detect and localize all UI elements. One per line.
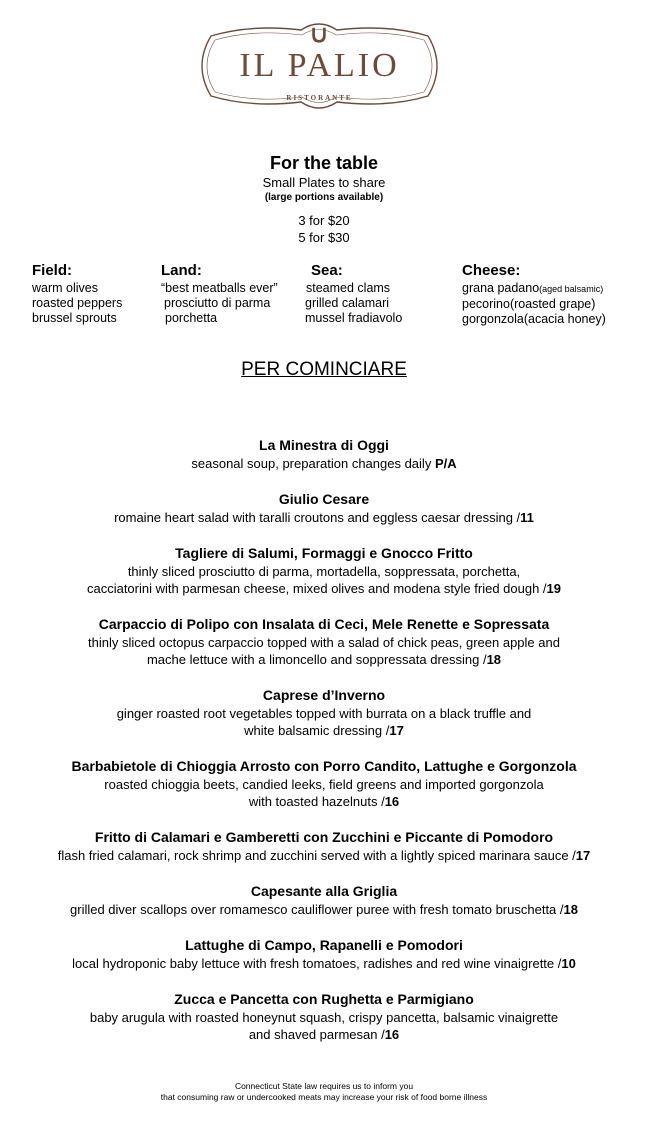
dish-item	[0, 757, 648, 810]
dish-description: local hydroponic baby lettuce with fresh tomatoes, radishes and red wine vinaigrette /10	[72, 956, 576, 971]
column-sea	[305, 262, 402, 326]
section-title: PER COMINCIARE	[241, 359, 407, 380]
legal-notice-line: that consuming raw or undercooked meats may increase your risk of food borne illness	[160, 1092, 488, 1102]
dish-name: Lattughe di Campo, Rapanelli e Pomodori	[185, 937, 463, 953]
price-option-2: 5 for $30	[298, 230, 350, 245]
horseshoe-icon	[310, 26, 328, 44]
dish-price: 18	[563, 902, 578, 917]
column-heading: Sea:	[311, 262, 343, 279]
list-item: mussel fradiavolo	[305, 311, 403, 325]
column-heading: Cheese:	[462, 262, 521, 279]
list-item: pecorino(roasted grape)	[462, 297, 596, 311]
dish-description: with toasted hazelnuts /16	[248, 794, 400, 809]
dish-list	[0, 436, 648, 1043]
dish-description: grilled diver scallops over romamesco cauliflower puree with fresh tomato bruschetta /18	[70, 902, 578, 917]
column-heading: Field:	[32, 262, 72, 279]
dish-name: La Minestra di Oggi	[259, 437, 389, 453]
dish-name: Barbabietole di Chioggia Arrosto con Porro Candito, Lattughe e Gorgonzola	[71, 758, 577, 774]
dish-description: thinly sliced octopus carpaccio topped with a salad of chick peas, green apple and	[88, 635, 560, 650]
dish-name: Giulio Cesare	[278, 491, 370, 507]
list-item: gorgonzola(acacia honey)	[462, 312, 606, 326]
price-option-1: 3 for $20	[298, 213, 350, 228]
dish-description: ginger roasted root vegetables topped with burrata on a black truffle and	[116, 706, 532, 721]
dish-description: mache lettuce with a limoncello and soppressata dressing /18	[146, 652, 502, 667]
dish-price: P/A	[434, 456, 457, 471]
logo-subtitle: RISTORANTE	[286, 94, 353, 102]
dish-description: thinly sliced prosciutto di parma, mortadella, soppressata, porchetta,	[127, 564, 521, 579]
restaurant-logo	[191, 14, 448, 118]
for-the-table-subtitle: Small Plates to share	[262, 175, 386, 190]
dish-price: 16	[384, 794, 400, 809]
column-land	[161, 262, 278, 326]
dish-item	[0, 936, 648, 972]
portions-note: (large portions available)	[264, 192, 384, 203]
dish-item	[0, 828, 648, 864]
dish-price: 19	[546, 581, 562, 596]
dish-description: cacciatorini with parmesan cheese, mixed olives and modena style fried dough /19	[86, 581, 562, 596]
dish-price: 18	[486, 652, 502, 667]
dish-name: Zucca e Pancetta con Rughetta e Parmigiano	[174, 991, 474, 1007]
dish-price: 17	[575, 848, 591, 863]
dish-item	[0, 686, 648, 739]
legal-notice	[0, 1081, 648, 1103]
dish-name: Fritto di Calamari e Gamberetti con Zucchini e Piccante di Pomodoro	[94, 829, 554, 845]
dish-name: Caprese d’Inverno	[262, 687, 386, 703]
for-the-table-title: For the table	[269, 153, 378, 173]
list-item: grana padano(aged balsamic)	[462, 281, 604, 295]
list-item: warm olives	[32, 281, 98, 295]
list-item: brussel sprouts	[32, 311, 117, 325]
dish-description: flash fried calamari, rock shrimp and zucchini served with a lightly spiced marinara sauce /17	[57, 848, 591, 863]
dish-item	[0, 490, 648, 526]
column-field	[32, 262, 122, 326]
list-item: steamed clams	[306, 281, 391, 295]
dish-item	[0, 990, 648, 1043]
dish-item	[0, 544, 648, 597]
column-heading: Land:	[161, 262, 202, 279]
dish-item	[0, 436, 648, 472]
dish-price: 17	[389, 723, 404, 738]
dish-description: baby arugula with roasted honeynut squash, crispy pancetta, balsamic vinaigrette	[89, 1010, 559, 1025]
dish-description: seasonal soup, preparation changes daily P/A	[191, 456, 457, 471]
list-item: “best meatballs ever”	[161, 281, 278, 295]
dish-price: 16	[384, 1027, 400, 1042]
dish-name: Carpaccio di Polipo con Insalata di Ceci, Mele Renette e Sopressata	[98, 616, 550, 632]
legal-notice-line: Connecticut State law requires us to inform you	[234, 1081, 414, 1091]
dish-description: romaine heart salad with taralli croutons and eggless caesar dressing /11	[114, 510, 534, 525]
list-item: porchetta	[165, 311, 218, 325]
column-cheese	[462, 262, 606, 327]
dish-price: 10	[561, 956, 576, 971]
list-item: prosciutto di parma	[164, 296, 271, 310]
logo-name: IL PALIO	[239, 47, 400, 84]
list-item: roasted peppers	[32, 296, 123, 310]
list-item: grilled calamari	[305, 296, 390, 310]
dish-description: roasted chioggia beets, candied leeks, field greens and imported gorgonzola	[104, 777, 544, 792]
dish-name: Capesante alla Griglia	[250, 883, 398, 899]
dish-item	[0, 615, 648, 668]
dish-description: and shaved parmesan /16	[248, 1027, 400, 1042]
small-note: (aged balsamic)	[539, 284, 604, 294]
dish-description: white balsamic dressing /17	[244, 723, 404, 738]
dish-name: Tagliere di Salumi, Formaggi e Gnocco Fritto	[175, 545, 473, 561]
dish-price: 11	[520, 510, 534, 525]
dish-item	[0, 882, 648, 918]
